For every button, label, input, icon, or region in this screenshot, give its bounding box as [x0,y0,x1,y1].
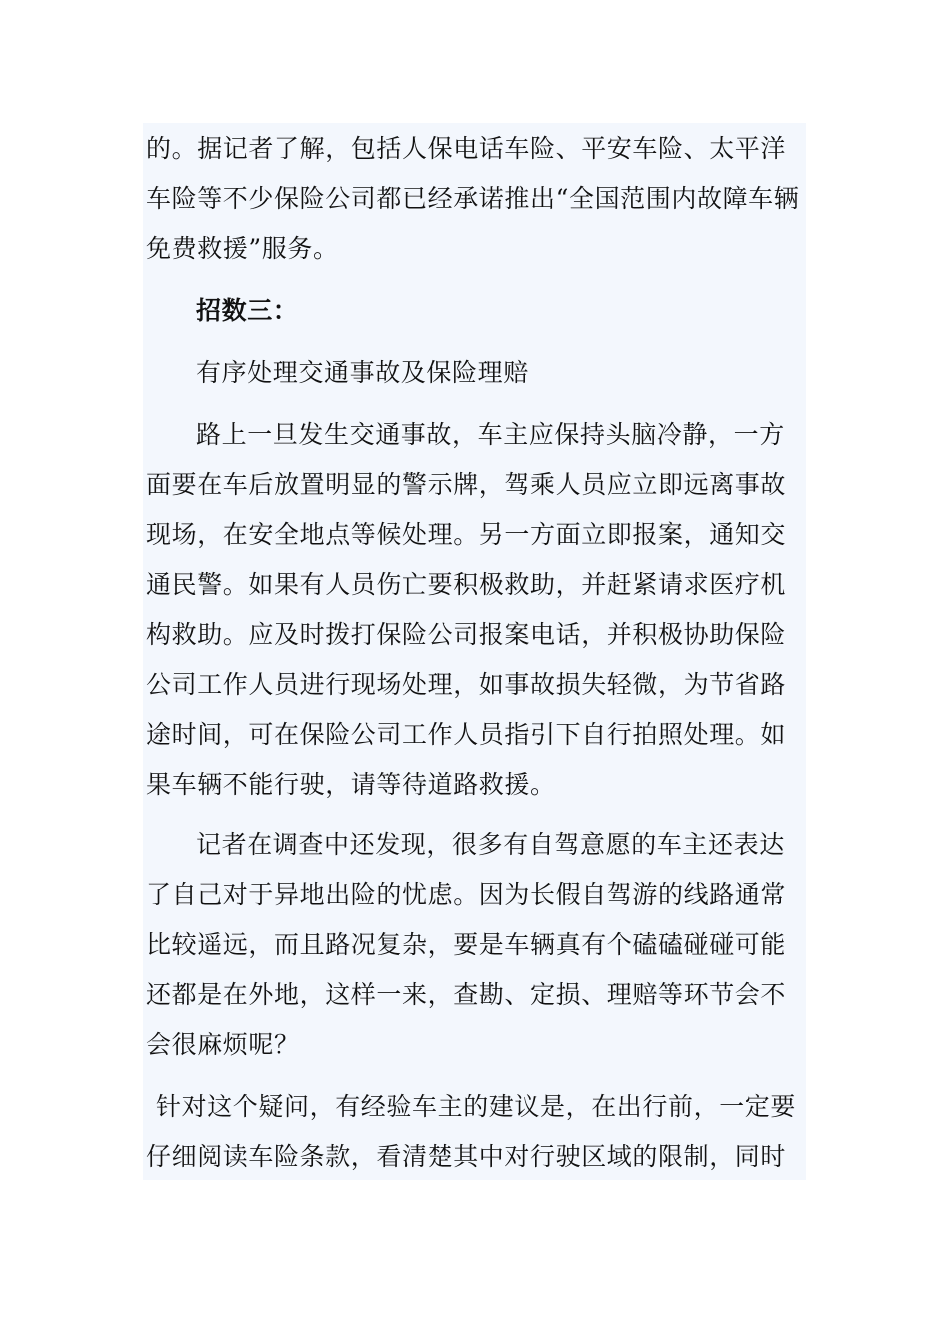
paragraph-accident-handling: 路上一旦发生交通事故，车主应保持头脑冷静，一方面要在车后放置明显的警示牌，驾乘人员应立即远离事故现场，在安全地点等候处理。另一方面立即报案，通知交通民警。如果有人员伤亡要积极救助，并赶紧请求医疗机构救助。应及时拨打保险公司报案电话，并积极协助保险公司工作人员进行现场处理，如事故损失轻微，为节省路途时间，可在保险公司工作人员指引下自行拍照处理。如果车辆不能行驶，请等待道路救援。 [146,420,787,799]
section-subheading: 有序处理交通事故及保险理赔 [196,358,529,387]
paragraph-reporter-findings: 记者在调查中还发现，很多有自驾意愿的车主还表达了自己对于异地出险的忧虑。因为长假自驾游的线路通常比较遥远，而且路况复杂，要是车辆真有个磕磕碰碰可能还都是在外地，这样一来，查勘、定损、理赔等环节会不会很麻烦呢？ [146,830,787,1059]
paragraph-roadside-assistance: 的。据记者了解，包括人保电话车险、平安车险、太平洋车险等不少保险公司都已经承诺推出“全国范围内故障车辆免费救援”服务。 [146,134,800,263]
paragraph-advice: 针对这个疑问，有经验车主的建议是，在出行前，一定要仔细阅读车险条款，看清楚其中对行驶区域的限制，同时 [146,1092,797,1171]
section-heading: 招数三： [196,296,299,325]
